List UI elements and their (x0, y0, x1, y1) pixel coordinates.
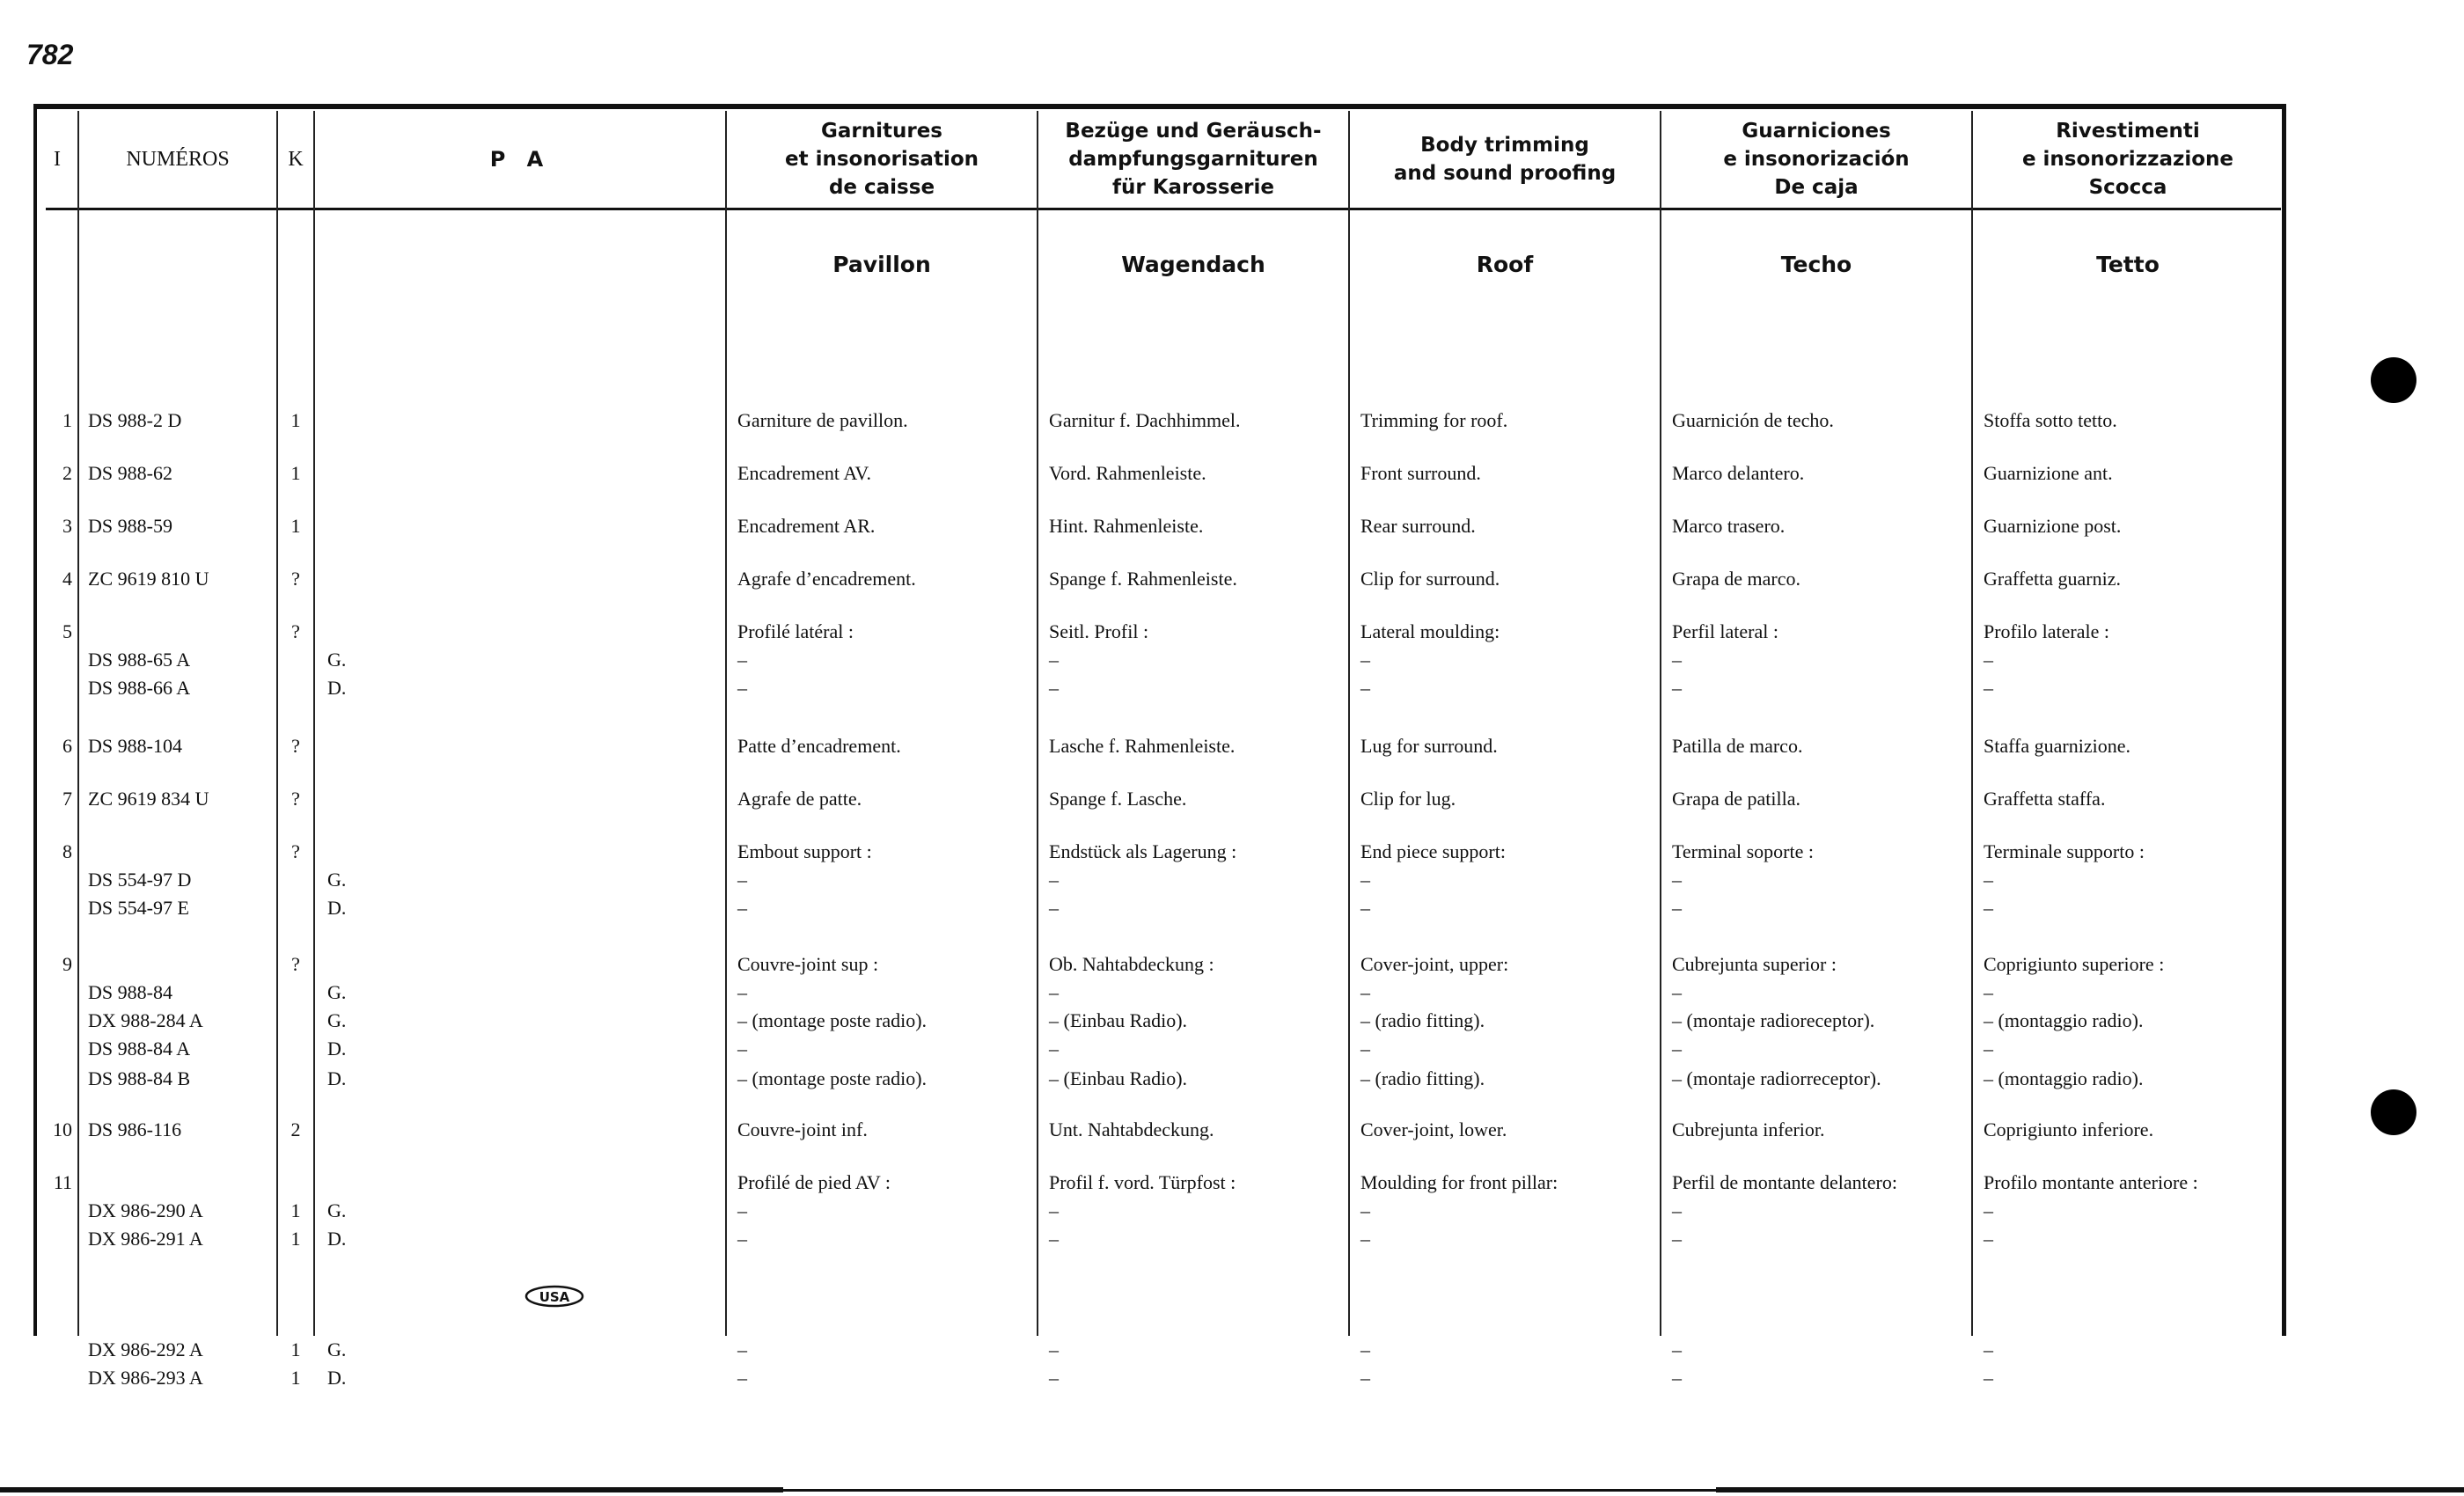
binder-hole-icon (2371, 357, 2416, 403)
cell-de: Profil f. vord. Türpfost : (1049, 1171, 1236, 1193)
table-right-rule (2282, 104, 2286, 1336)
cell-en: – (1360, 897, 1370, 919)
cell-en: Trimming for roof. (1360, 409, 1508, 431)
header-k: K (288, 147, 304, 171)
cell-pa: G. (327, 1009, 347, 1031)
cell-de: Spange f. Lasche. (1049, 788, 1187, 810)
cell-es: Guarnición de techo. (1672, 409, 1834, 431)
cell-pa: D. (327, 1367, 347, 1389)
cell-es: – (1672, 1199, 1682, 1221)
cell-num: DS 988-84 (88, 981, 172, 1003)
cell-k: 1 (290, 515, 301, 537)
cell-num: DX 986-290 A (88, 1199, 203, 1221)
cell-es: Cubrejunta superior : (1672, 953, 1837, 975)
cell-es: Marco trasero. (1672, 515, 1786, 537)
cell-num: ZC 9619 834 U (88, 788, 209, 810)
cell-pa: G. (327, 981, 347, 1003)
cell-de: – (Einbau Radio). (1049, 1009, 1188, 1031)
header-es: Guarniciones e insonorización De caja (1723, 120, 1910, 199)
header-pa: P A (489, 147, 551, 172)
cell-it: – (1984, 981, 1993, 1003)
cell-it: Profilo montante anteriore : (1984, 1171, 2198, 1193)
cell-num: DS 988-59 (88, 515, 172, 537)
cell-it: – (1984, 1338, 1993, 1360)
cell-it: – (1984, 869, 1993, 891)
cell-de: – (1049, 649, 1059, 671)
cell-es: Grapa de patilla. (1672, 788, 1800, 810)
cell-en: End piece support: (1360, 840, 1506, 862)
cell-fr: – (montage poste radio). (737, 1067, 928, 1089)
cell-fr: – (737, 677, 747, 699)
cell-fr: – (737, 1338, 747, 1360)
cell-it: Staffa guarnizione. (1984, 735, 2130, 757)
cell-fr: Agrafe de patte. (737, 788, 862, 810)
column-divider (1660, 111, 1661, 1336)
cell-k: ? (291, 840, 300, 862)
cell-en: – (1360, 677, 1370, 699)
cell-fr: – (737, 1038, 747, 1060)
cell-i: 6 (62, 735, 72, 757)
section-de: Wagendach (1121, 252, 1265, 277)
cell-en: Moulding for front pillar: (1360, 1171, 1558, 1193)
cell-es: Marco delantero. (1672, 462, 1805, 484)
cell-de: Spange f. Rahmenleiste. (1049, 568, 1237, 590)
header-numeros: NUMÉROS (126, 147, 230, 171)
cell-es: Terminal soporte : (1672, 840, 1814, 862)
table-left-rule (33, 104, 37, 1336)
cell-k: 1 (290, 1367, 301, 1389)
cell-es: – (1672, 869, 1682, 891)
cell-fr: Couvre-joint sup : (737, 953, 879, 975)
cell-en: Rear surround. (1360, 515, 1476, 537)
cell-pa: D. (327, 677, 347, 699)
header-en: Body trimming and sound proofing (1393, 134, 1617, 185)
cell-pa: G. (327, 869, 347, 891)
cell-i: 11 (53, 1171, 72, 1193)
cell-num: DS 988-84 A (88, 1038, 191, 1060)
cell-en: Front surround. (1360, 462, 1481, 484)
cell-de: Hint. Rahmenleiste. (1049, 515, 1204, 537)
cell-fr: Profilé latéral : (737, 620, 854, 642)
cell-num: DS 986-116 (88, 1118, 182, 1140)
cell-it: – (1984, 1367, 1993, 1389)
cell-i: 1 (62, 409, 72, 431)
footer-rule (0, 1487, 783, 1492)
cell-pa: D. (327, 1067, 347, 1089)
cell-i: 10 (53, 1118, 72, 1140)
cell-en: – (1360, 1038, 1370, 1060)
usa-mark (524, 1285, 584, 1308)
cell-i: 8 (62, 840, 72, 862)
cell-de: – (1049, 1038, 1059, 1060)
cell-es: – (montaje radiorreceptor). (1672, 1067, 1881, 1089)
cell-num: DS 988-62 (88, 462, 172, 484)
cell-de: Garnitur f. Dachhimmel. (1049, 409, 1241, 431)
usa-mark-text: USA (539, 1289, 570, 1305)
cell-i: 3 (62, 515, 72, 537)
cell-k: 1 (290, 1228, 301, 1250)
cell-fr: – (737, 1228, 747, 1250)
cell-num: ZC 9619 810 U (88, 568, 209, 590)
cell-en: – (1360, 649, 1370, 671)
cell-it: Profilo laterale : (1984, 620, 2109, 642)
cell-fr: – (737, 649, 747, 671)
cell-pa: G. (327, 1338, 347, 1360)
cell-de: – (1049, 677, 1059, 699)
cell-num: DS 988-84 B (88, 1067, 191, 1089)
column-divider (1348, 111, 1350, 1336)
cell-pa: G. (327, 1199, 347, 1221)
cell-de: – (1049, 1228, 1059, 1250)
cell-it: – (1984, 1038, 1993, 1060)
cell-en: Lateral moulding: (1360, 620, 1500, 642)
cell-es: – (1672, 1228, 1682, 1250)
cell-fr: Agrafe d’encadrement. (737, 568, 916, 590)
cell-i: 4 (62, 568, 72, 590)
cell-fr: Garniture de pavillon. (737, 409, 908, 431)
cell-k: 1 (290, 1199, 301, 1221)
cell-i: 7 (62, 788, 72, 810)
cell-es: – (1672, 1338, 1682, 1360)
cell-it: – (montaggio radio). (1984, 1009, 2144, 1031)
cell-en: – (1360, 869, 1370, 891)
page-number: 782 (26, 39, 74, 70)
cell-de: Unt. Nahtabdeckung. (1049, 1118, 1214, 1140)
cell-es: – (1672, 897, 1682, 919)
cell-de: Ob. Nahtabdeckung : (1049, 953, 1214, 975)
cell-pa: G. (327, 649, 347, 671)
cell-num: DS 554-97 E (88, 897, 189, 919)
cell-de: Lasche f. Rahmenleiste. (1049, 735, 1236, 757)
header-fr: Garnitures et insonorisation de caisse (784, 120, 979, 199)
cell-k: 2 (290, 1118, 301, 1140)
cell-it: – (1984, 1199, 1993, 1221)
cell-en: Cover-joint, upper: (1360, 953, 1509, 975)
cell-fr: Encadrement AV. (737, 462, 871, 484)
cell-en: – (1360, 1228, 1370, 1250)
cell-it: Graffetta guarniz. (1984, 568, 2121, 590)
cell-num: DS 554-97 D (88, 869, 192, 891)
cell-it: – (montaggio radio). (1984, 1067, 2144, 1089)
cell-de: – (1049, 981, 1059, 1003)
cell-en: Clip for surround. (1360, 568, 1500, 590)
cell-k: 1 (290, 1338, 301, 1360)
cell-it: Graffetta staffa. (1984, 788, 2106, 810)
cell-en: Lug for surround. (1360, 735, 1498, 757)
cell-fr: – (737, 869, 747, 891)
cell-it: Coprigiunto superiore : (1984, 953, 2165, 975)
cell-en: – (1360, 1367, 1370, 1389)
cell-num: DX 986-291 A (88, 1228, 203, 1250)
cell-es: – (1672, 649, 1682, 671)
cell-de: – (1049, 897, 1059, 919)
cell-de: – (1049, 869, 1059, 891)
cell-de: Seitl. Profil : (1049, 620, 1149, 642)
column-divider (725, 111, 727, 1336)
cell-es: Perfil de montante delantero: (1672, 1171, 1897, 1193)
cell-fr: Encadrement AR. (737, 515, 876, 537)
cell-en: – (radio fitting). (1360, 1009, 1485, 1031)
column-divider (276, 111, 278, 1336)
cell-k: 1 (290, 409, 301, 431)
column-divider (77, 111, 79, 1336)
cell-it: Terminale supporto : (1984, 840, 2145, 862)
cell-num: DX 988-284 A (88, 1009, 203, 1031)
cell-de: – (1049, 1199, 1059, 1221)
cell-fr: – (montage poste radio). (737, 1009, 928, 1031)
cell-k: ? (291, 735, 300, 757)
cell-num: DS 988-2 D (88, 409, 182, 431)
section-en: Roof (1476, 252, 1534, 277)
cell-pa: D. (327, 1228, 347, 1250)
column-divider (313, 111, 315, 1336)
cell-num: DS 988-65 A (88, 649, 191, 671)
section-it: Tetto (2096, 252, 2160, 277)
cell-fr: – (737, 981, 747, 1003)
cell-pa: D. (327, 897, 347, 919)
cell-fr: – (737, 897, 747, 919)
cell-k: ? (291, 620, 300, 642)
cell-fr: Couvre-joint inf. (737, 1118, 868, 1140)
header-rule (46, 208, 2281, 210)
cell-es: – (1672, 677, 1682, 699)
cell-num: DS 988-66 A (88, 677, 191, 699)
cell-en: – (1360, 1199, 1370, 1221)
footer-rule (1716, 1487, 2464, 1492)
cell-fr: Embout support : (737, 840, 872, 862)
cell-i: 5 (62, 620, 72, 642)
cell-es: – (1672, 981, 1682, 1003)
cell-es: Perfil lateral : (1672, 620, 1778, 642)
cell-it: – (1984, 1228, 1993, 1250)
cell-es: Cubrejunta inferior. (1672, 1118, 1825, 1140)
cell-num: DS 988-104 (88, 735, 182, 757)
header-it: Rivestimenti e insonorizzazione Scocca (2021, 120, 2234, 199)
cell-en: – (radio fitting). (1360, 1067, 1485, 1089)
footer-rule (783, 1489, 1716, 1492)
cell-i: 9 (62, 953, 72, 975)
cell-en: – (1360, 981, 1370, 1003)
cell-it: – (1984, 677, 1993, 699)
cell-k: ? (291, 953, 300, 975)
cell-pa: D. (327, 1038, 347, 1060)
cell-de: Endstück als Lagerung : (1049, 840, 1237, 862)
cell-k: ? (291, 568, 300, 590)
cell-fr: Profilé de pied AV : (737, 1171, 891, 1193)
cell-it: – (1984, 649, 1993, 671)
cell-de: – (Einbau Radio). (1049, 1067, 1188, 1089)
cell-fr: – (737, 1199, 747, 1221)
cell-k: ? (291, 788, 300, 810)
cell-es: – (montaje radioreceptor). (1672, 1009, 1875, 1031)
cell-es: Patilla de marco. (1672, 735, 1803, 757)
cell-num: DX 986-293 A (88, 1367, 203, 1389)
cell-it: Stoffa sotto tetto. (1984, 409, 2117, 431)
table-top-rule (33, 104, 2286, 109)
section-fr: Pavillon (832, 252, 931, 277)
header-i: I (54, 147, 61, 171)
cell-fr: – (737, 1367, 747, 1389)
section-es: Techo (1780, 252, 1852, 277)
cell-num: DX 986-292 A (88, 1338, 203, 1360)
header-de: Bezüge und Geräusch- dampfungsgarnituren für Karosserie (1065, 120, 1322, 199)
cell-es: – (1672, 1038, 1682, 1060)
column-divider (1971, 111, 1973, 1336)
binder-hole-icon (2371, 1089, 2416, 1135)
cell-fr: Patte d’encadrement. (737, 735, 901, 757)
cell-k: 1 (290, 462, 301, 484)
cell-de: Vord. Rahmenleiste. (1049, 462, 1206, 484)
cell-de: – (1049, 1367, 1059, 1389)
column-divider (1037, 111, 1038, 1336)
cell-de: – (1049, 1338, 1059, 1360)
cell-it: – (1984, 897, 1993, 919)
cell-en: Clip for lug. (1360, 788, 1456, 810)
cell-en: – (1360, 1338, 1370, 1360)
cell-es: – (1672, 1367, 1682, 1389)
cell-en: Cover-joint, lower. (1360, 1118, 1507, 1140)
cell-it: Guarnizione post. (1984, 515, 2122, 537)
parts-table (33, 104, 2286, 1389)
cell-it: Guarnizione ant. (1984, 462, 2113, 484)
cell-es: Grapa de marco. (1672, 568, 1800, 590)
cell-it: Coprigiunto inferiore. (1984, 1118, 2154, 1140)
cell-i: 2 (62, 462, 72, 484)
